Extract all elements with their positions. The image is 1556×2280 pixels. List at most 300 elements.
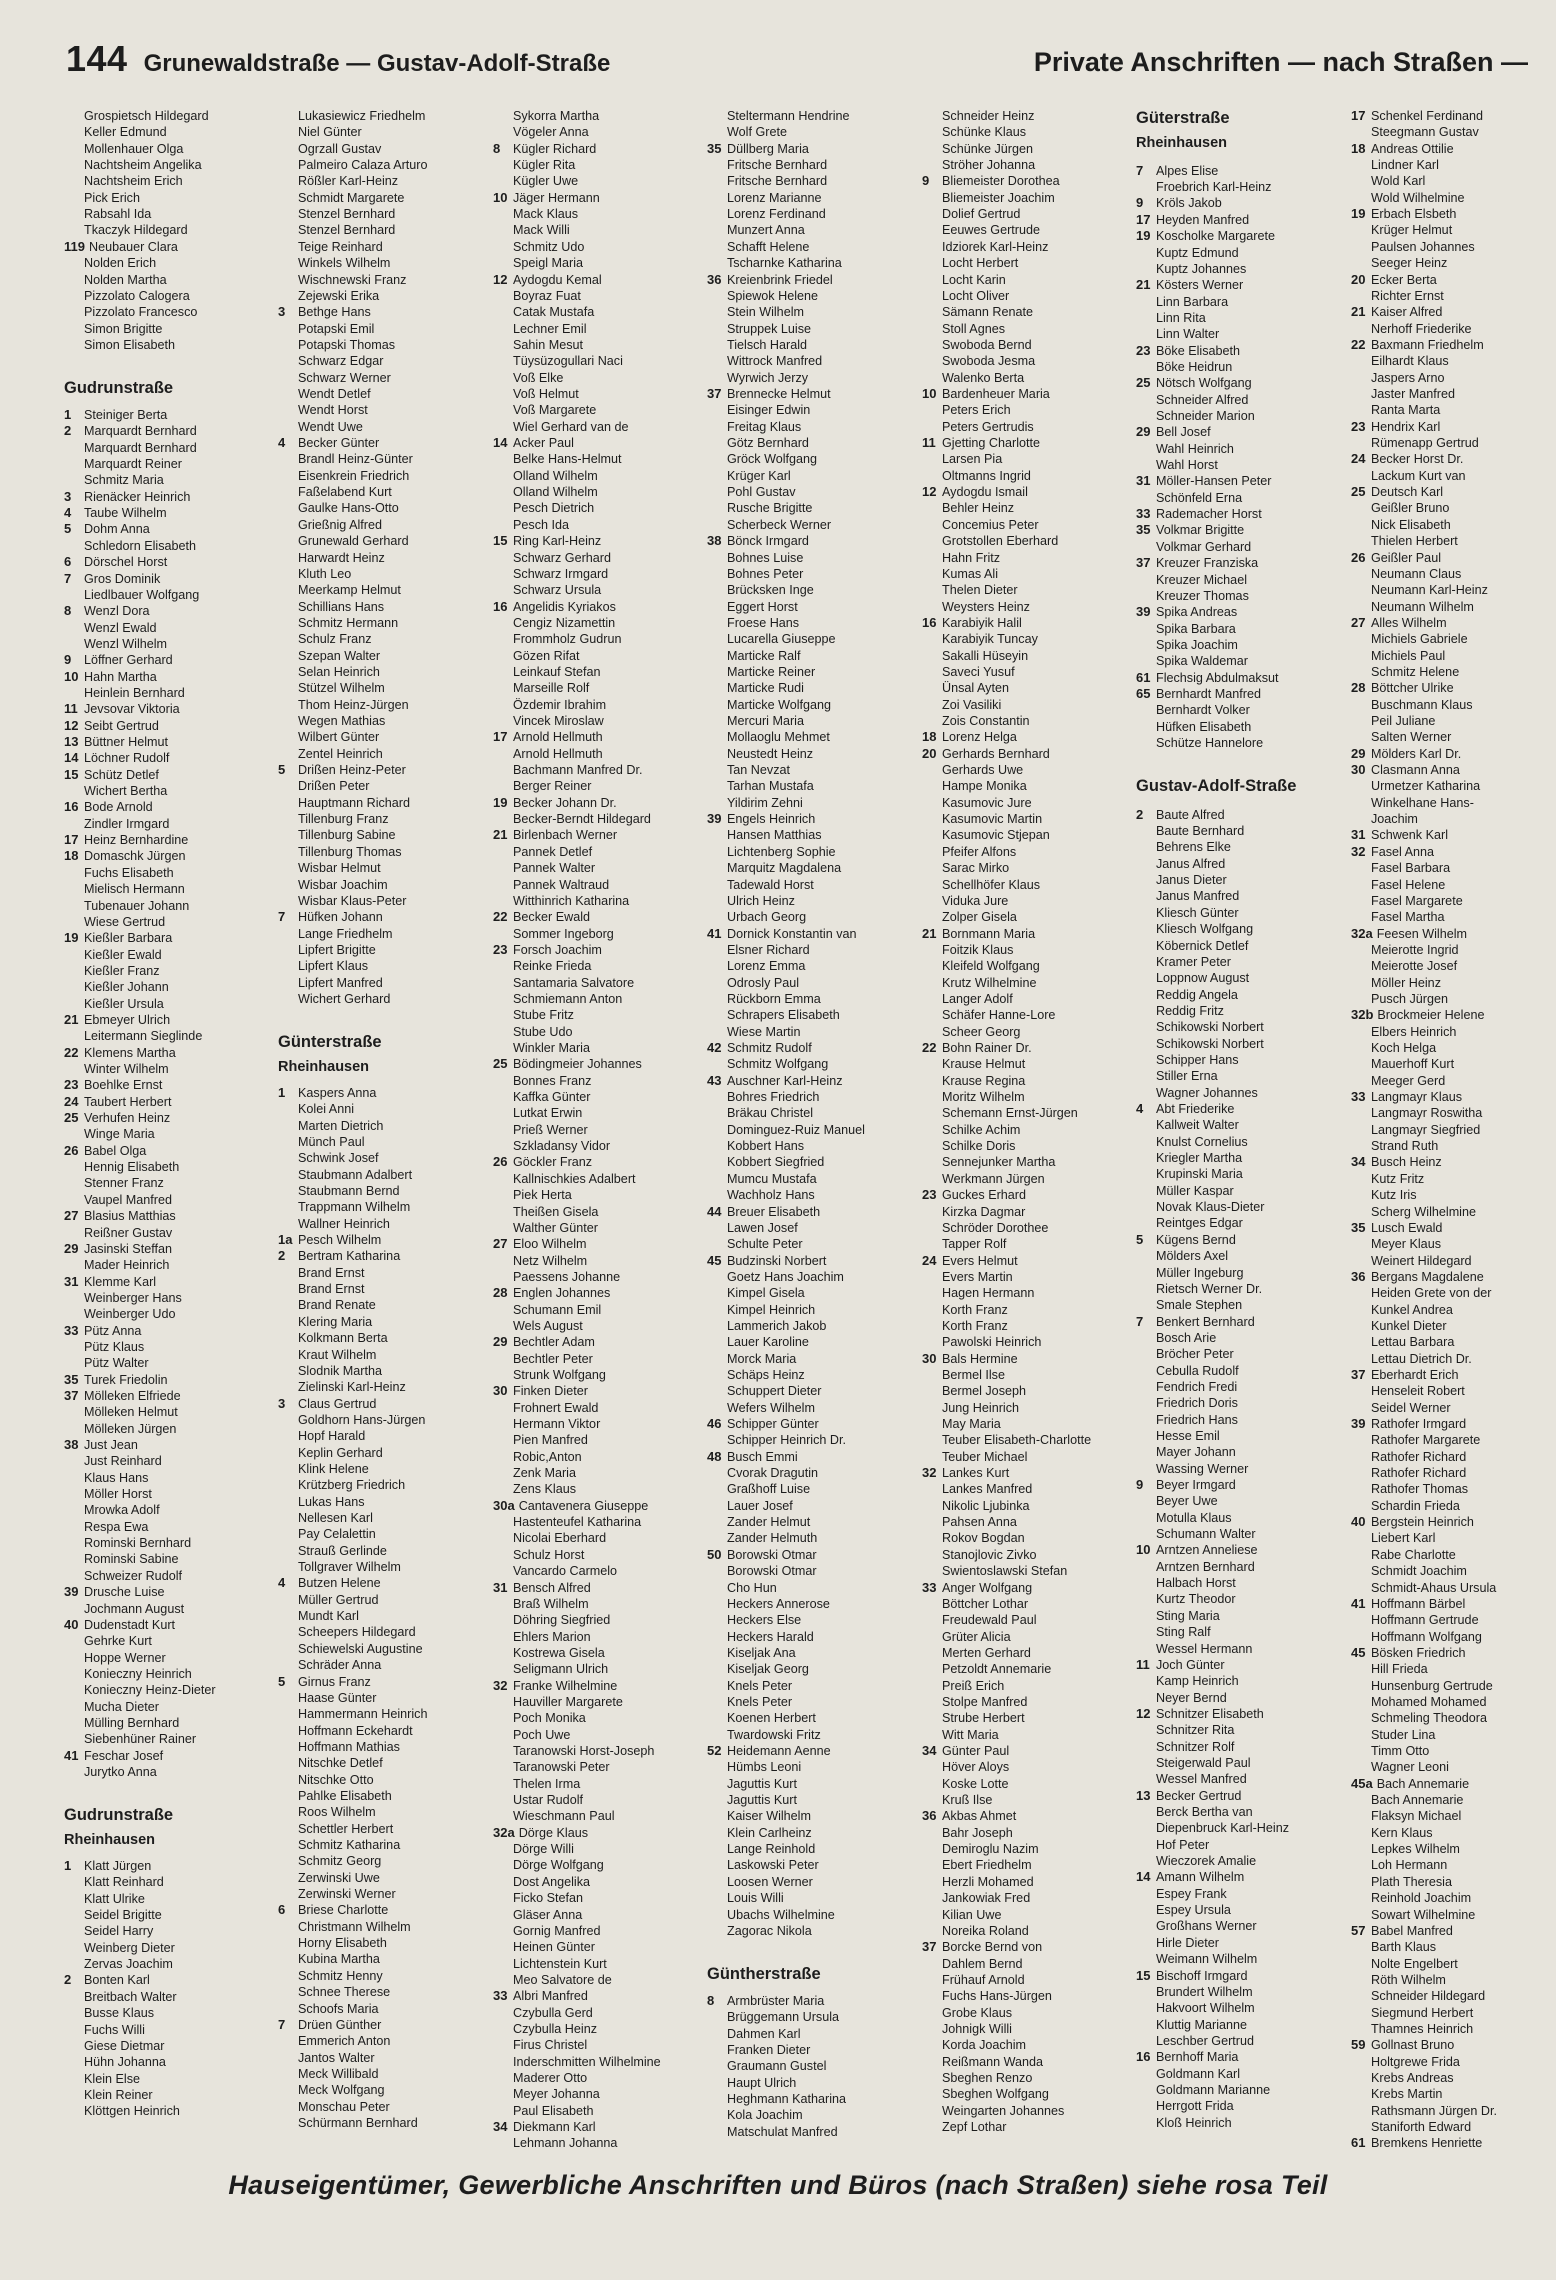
resident-name: Werkmann Jürgen [942,1171,1045,1186]
resident-name: Eisinger Edwin [727,403,811,418]
list-item [922,141,1033,157]
list-item [922,1154,1055,1170]
house-number: 38 [64,1437,79,1452]
list-item [1136,424,1211,440]
resident-name: Mayer Johann [1156,1445,1236,1460]
resident-name: Demiroglu Nazim [942,1842,1039,1857]
list-item [922,1138,1015,1154]
list-item [1351,1694,1487,1710]
list-item [707,190,822,206]
list-item [64,304,197,320]
resident-name: Concemius Peter [942,517,1039,532]
house-number: 34 [1351,1154,1366,1170]
list-item [493,1253,587,1269]
list-item [493,599,616,615]
resident-name: Büttner Helmut [84,735,168,749]
list-item [278,304,371,320]
list-item [1351,991,1448,1007]
list-item [707,1383,822,1399]
resident-name: Hoffmann Gertrude [1371,1613,1479,1628]
list-item [922,893,1008,909]
resident-name: Idziorek Karl-Heinz [942,239,1049,254]
list-item [64,1094,172,1110]
list-item [707,1253,826,1269]
list-item [278,190,404,206]
resident-name: Ring Karl-Heinz [513,534,602,549]
resident-name: Bohnes Luise [727,550,804,565]
resident-name: Potapski Thomas [298,337,396,352]
list-item [1351,844,1434,860]
house-number: 14 [64,750,79,766]
resident-name: Hoppe Werner [84,1650,166,1665]
resident-name: Pahlke Elisabeth [298,1788,392,1803]
list-item [493,2021,597,2037]
column-6 [1136,108,1346,2158]
list-item [493,1204,598,1220]
house-number: 23 [493,941,508,957]
list-item [493,353,623,369]
list-item [64,1907,162,1923]
list-item [922,402,1011,418]
resident-name: Rathofer Richard [1371,1466,1467,1480]
resident-name: Tüysüzogullari Naci [513,354,623,369]
house-number: 39 [1351,1416,1366,1431]
resident-name: Schneider Hildegard [1371,1989,1486,2004]
list-item [707,778,814,794]
resident-name: Schrapers Elisabeth [727,1008,840,1023]
resident-name: Claus Gertrud [298,1396,377,1411]
resident-name: Mollenhauer Olga [84,141,184,156]
resident-name: Linn Rita [1156,310,1206,325]
resident-name: Fuchs Elisabeth [84,865,174,880]
list-item [922,1400,1019,1416]
list-item [922,1024,1020,1040]
list-item [278,1461,369,1477]
resident-name: Kunkel Andrea [1371,1302,1453,1317]
list-item [707,909,806,925]
list-item [922,811,1042,827]
list-item [64,603,150,619]
list-item [493,1727,570,1743]
resident-name: Locht Oliver [942,288,1010,303]
list-item [707,321,811,337]
list-item [1351,1138,1438,1154]
list-item [707,533,809,549]
list-item [1351,713,1435,729]
resident-name: Hoffmann Bärbel [1371,1596,1466,1611]
list-item [1136,2066,1240,2082]
resident-name: Emmerich Anton [298,2034,391,2049]
list-item [493,173,578,189]
list-item [1136,408,1255,424]
house-number: 26 [1351,549,1366,565]
house-number: 35 [707,140,722,156]
resident-name: Schilke Doris [942,1139,1016,1154]
house-number: 7 [1136,162,1144,178]
list-item [1351,778,1480,794]
resident-name: Tubenauer Johann [84,898,190,913]
list-item [922,157,1035,173]
resident-name: Kiseljak Ana [727,1645,796,1660]
resident-name: Aydogdu Kemal [513,272,602,287]
house-number: 17 [493,729,508,745]
resident-name: Dost Angelika [513,1874,591,1889]
resident-name: Schikowski Norbert [1156,1036,1264,1051]
list-item [493,844,592,860]
resident-name: Stolpe Manfred [942,1694,1028,1709]
resident-name: Elbers Heinrich [1371,1024,1457,1039]
house-number: 1a [278,1232,293,1247]
resident-name: Rienäcker Heinrich [84,489,191,504]
resident-name: Fuchs Hans-Jürgen [942,1989,1052,2004]
list-item [707,1269,844,1285]
house-number: 25 [493,1056,508,1072]
resident-name: Gözen Rifat [513,648,580,663]
resident-name: Jaguttis Kurt [727,1776,797,1791]
list-item [1351,1302,1453,1318]
district-heading: Rheinhausen [278,1058,370,1075]
list-item [64,996,164,1012]
list-item [1136,1183,1234,1199]
list-item [278,599,384,615]
list-item [1136,1706,1264,1722]
resident-name: Konieczny Heinrich [84,1666,192,1681]
list-item [278,778,369,794]
resident-name: Rathsmann Jürgen Dr. [1371,2103,1497,2118]
list-item [278,1428,365,1444]
list-item [64,799,153,815]
list-item [1136,1886,1227,1902]
resident-name: Butzen Helene [298,1576,381,1591]
resident-name: Pick Erich [84,190,140,205]
resident-name: Heyden Manfred [1156,212,1250,227]
resident-name: Schwink Josef [298,1151,379,1166]
list-item [493,1302,601,1318]
resident-name: Teuber Michael [942,1449,1028,1464]
resident-name: Schillians Hans [298,599,385,614]
resident-name: Langmayr Klaus [1371,1090,1463,1104]
resident-name: Pesch Dietrich [513,501,595,516]
resident-name: Belke Hans-Helmut [513,452,622,467]
resident-name: Marticke Rudi [727,681,804,696]
resident-name: Pusch Jürgen [1371,991,1449,1006]
resident-name: Klein Carlheinz [727,1825,812,1840]
list-item [707,1498,793,1514]
list-item [278,729,379,745]
list-item [278,1265,365,1281]
resident-name: Frohnert Ewald [513,1400,599,1415]
list-item [922,1122,1020,1138]
list-item [1136,719,1251,735]
resident-name: Rokov Bogdan [942,1531,1025,1546]
list-item [1351,566,1461,582]
resident-name: Teuber Elisabeth-Charlotte [942,1433,1092,1448]
resident-name: Meerkamp Helmut [298,583,401,598]
list-item [707,337,807,353]
list-item [278,909,383,925]
list-item [493,1040,590,1056]
resident-name: Nerhoff Friederike [1371,321,1472,336]
resident-name: Volkmar Brigitte [1156,523,1245,538]
house-number: 30 [1351,762,1366,777]
resident-name: Staubmann Adalbert [298,1167,413,1182]
list-item [1136,245,1239,261]
list-item [707,1678,792,1694]
list-item [922,664,1015,680]
list-item [1136,195,1222,211]
resident-name: Taubert Herbert [84,1094,172,1109]
resident-name: Blasius Matthias [84,1209,176,1224]
list-item [922,1530,1025,1546]
resident-name: Wieschmann Paul [513,1809,615,1824]
resident-name: Wessel Hermann [1156,1641,1253,1656]
house-number: 29 [1351,745,1366,761]
house-number: 1 [64,406,72,422]
list-item [922,1678,1004,1694]
list-item [64,1110,170,1126]
resident-name: Bahr Joseph [942,1825,1013,1840]
list-item [278,1608,359,1624]
resident-name: Bergstein Heinrich [1371,1515,1474,1530]
house-number: 33 [493,1988,508,2004]
list-item [1136,905,1239,921]
resident-name: Wyrwich Jerzy [727,370,809,385]
resident-name: Nachtsheim Angelika [84,158,202,173]
resident-name: Loppnow August [1156,971,1250,986]
list-item [1351,1383,1465,1399]
list-item [922,1416,1001,1432]
resident-name: Wahl Heinrich [1156,441,1234,456]
list-item [922,1661,1051,1677]
resident-name: Kliesch Wolfgang [1156,922,1254,937]
resident-name: Kaiser Alfred [1371,305,1443,320]
resident-name: Pawolski Heinrich [942,1335,1042,1350]
resident-name: Kloß Heinrich [1156,2115,1232,2130]
resident-name: Neumann Claus [1371,566,1462,581]
resident-name: Schoofs Maria [298,2001,379,2016]
house-number: 37 [1136,555,1151,571]
resident-name: Poch Monika [513,1711,586,1726]
list-item [707,2124,838,2140]
list-item [493,2005,593,2021]
list-item [1136,1068,1218,1084]
list-item [922,1367,1005,1383]
list-item [922,2070,1032,2086]
list-item [493,1890,583,1906]
resident-name: Olland Wilhelm [513,468,598,483]
resident-name: Forsch Joachim [513,942,602,957]
resident-name: Stein Wilhelm [727,305,804,320]
list-item [1351,1678,1493,1694]
list-item [1136,637,1238,653]
list-item [707,1481,810,1497]
list-item [278,2082,385,2098]
house-number: 45 [1351,1644,1366,1660]
list-item [707,1694,792,1710]
resident-name: Vögeler Anna [513,125,589,140]
list-item [493,550,611,566]
resident-name: Michiels Gabriele [1371,632,1468,647]
resident-name: Wegen Mathias [298,714,386,728]
resident-name: Wittrock Manfred [727,354,823,369]
resident-name: Tillenburg Thomas [298,844,402,859]
resident-name: Nachtsheim Erich [84,174,183,189]
list-item [278,926,393,942]
list-item [1136,2033,1254,2049]
resident-name: May Maria [942,1417,1001,1431]
house-number: 4 [278,435,286,450]
list-item [707,1138,804,1154]
list-item [493,1383,588,1399]
list-item [278,1575,381,1591]
resident-name: Respa Ewa [84,1519,149,1534]
list-item [1351,402,1440,418]
resident-name: Bohres Friedrich [727,1090,820,1104]
list-item [1136,1951,1257,1967]
list-item [922,288,1009,304]
resident-name: Hastenteufel Katharina [513,1515,642,1530]
resident-name: Tkaczyk Hildegard [84,223,188,238]
resident-name: Steiniger Berta [84,407,168,422]
resident-name: Meierotte Ingrid [1371,942,1459,957]
list-item [64,1764,157,1780]
house-number: 29 [64,1240,79,1256]
resident-name: Zerwinski Uwe [298,1870,380,1885]
list-item [707,255,842,271]
resident-name: Lehmann Johanna [513,2136,618,2151]
resident-name: Paulsen Johannes [1371,239,1475,254]
list-item [922,1040,1032,1056]
list-item [922,599,1030,615]
resident-name: Heckers Harald [727,1629,814,1644]
resident-name: Kreuzer Michael [1156,572,1247,587]
resident-name: Liebert Karl [1371,1531,1436,1546]
list-item [278,566,351,582]
house-number: 19 [1136,228,1151,244]
list-item [278,321,374,337]
list-item [278,1772,374,1788]
resident-name: Kliesch Günter [1156,905,1239,920]
directory-columns [64,108,1534,2158]
list-item [922,1939,1042,1955]
resident-name: Peters Gertrudis [942,419,1034,434]
list-item [707,1351,796,1367]
resident-name: Schledorn Elisabeth [84,538,197,553]
resident-name: Palmeiro Calaza Arturo [298,158,428,173]
resident-name: Novak Klaus-Dieter [1156,1200,1265,1215]
list-item [922,206,1020,222]
list-item [1136,1379,1237,1395]
resident-name: Staniforth Edward [1371,2120,1472,2134]
list-item [1136,163,1218,179]
list-item [278,1951,380,1967]
resident-name: Kreuzer Franziska [1156,556,1259,571]
resident-name: Becker Ewald [513,910,590,925]
resident-name: Krebs Andreas [1371,2071,1454,2085]
list-item [922,926,1035,942]
list-item [707,2075,796,2091]
list-item [922,1105,1078,1121]
resident-name: Langer Adolf [942,991,1013,1006]
list-item [493,582,601,598]
resident-name: Keller Edmund [84,125,167,140]
resident-name: Leitermann Sieglinde [84,1029,203,1044]
list-item [1351,1776,1469,1792]
resident-name: Paessens Johanne [513,1269,621,1284]
list-item [278,1248,400,1264]
list-item [278,173,398,189]
house-number: 3 [64,488,72,504]
list-item [1136,1166,1243,1182]
resident-name: Steigerwald Paul [1156,1755,1251,1770]
resident-name: Fasel Martha [1371,910,1445,925]
list-item [922,1253,1018,1269]
house-number: 57 [1351,1922,1366,1938]
list-item [1351,926,1467,942]
resident-name: Leinkauf Stefan [513,664,601,679]
list-item [64,1388,181,1404]
resident-name: Wenzl Ewald [84,620,157,635]
resident-name: Bechtler Adam [513,1335,595,1350]
house-number: 37 [1351,1366,1366,1382]
resident-name: Albri Manfred [513,1989,588,2004]
list-item [1351,239,1475,255]
list-item [707,1187,815,1203]
house-number: 19 [493,794,508,810]
list-item [493,1645,605,1661]
resident-name: Winkels Wilhelm [298,256,391,271]
resident-name: Slodnik Martha [298,1363,382,1378]
list-item [1136,839,1231,855]
house-number: 12 [64,717,79,733]
resident-name: Böttcher Ulrike [1371,681,1454,696]
resident-name: Nikolic Ljubinka [942,1498,1030,1513]
list-item [1136,1591,1236,1607]
resident-name: Simon Elisabeth [84,337,176,352]
resident-name: Mumcu Mustafa [727,1171,817,1186]
list-item [1136,261,1246,277]
resident-name: Jasinski Steffan [84,1241,172,1256]
list-item [493,2135,617,2151]
list-item [64,1028,202,1044]
resident-name: Pizzolato Francesco [84,305,198,320]
list-item [493,1808,615,1824]
column-1 [64,108,274,2158]
list-item [707,141,809,157]
list-item [493,533,601,549]
list-item [707,1792,797,1808]
house-number: 2 [278,1248,286,1264]
list-item [278,615,398,631]
list-item [278,402,368,418]
list-item [278,1477,405,1493]
list-item [1351,1580,1496,1596]
list-item [1351,173,1425,189]
house-number: 19 [1351,206,1366,222]
list-item [707,1923,812,1939]
resident-name: Jaguttis Kurt [727,1793,797,1807]
resident-name: Faßelabend Kurt [298,485,392,500]
resident-name: Kiseljak Georg [727,1662,809,1677]
resident-name: Pohl Gustav [727,485,796,500]
resident-name: Wendt Horst [298,403,368,418]
resident-name: Struppek Luise [727,321,812,336]
resident-name: Schmidt Margarete [298,190,405,205]
resident-name: Gläser Anna [513,1907,583,1922]
list-item [922,1808,1016,1824]
resident-name: Bermel Ilse [942,1367,1005,1382]
resident-name: Amann Wilhelm [1156,1870,1245,1885]
